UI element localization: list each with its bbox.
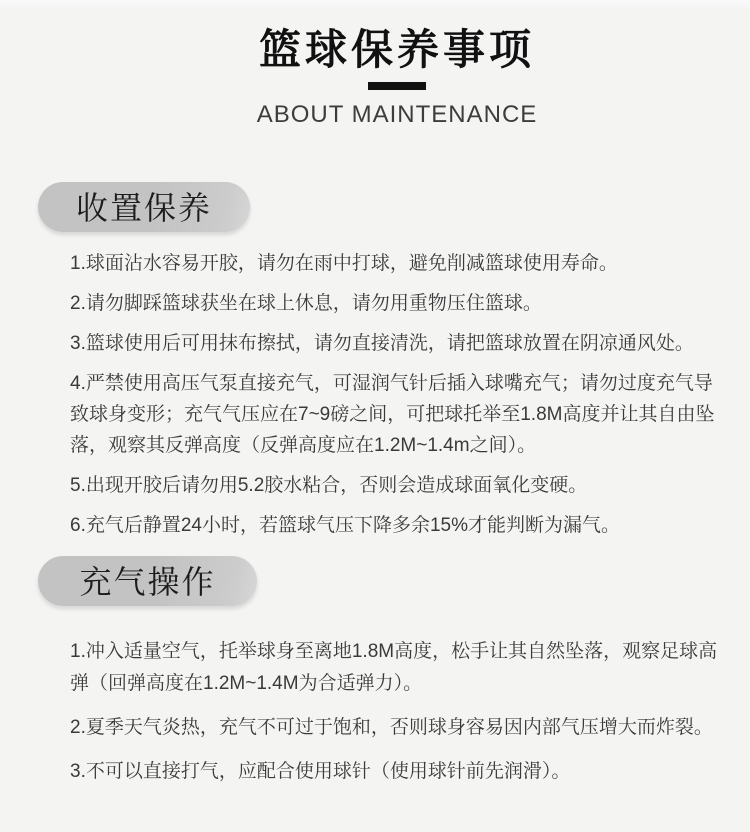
storage-care-list bbox=[70, 248, 726, 541]
list-item: 1.球面沾水容易开胶，请勿在雨中打球，避免削减篮球使用寿命。 bbox=[70, 253, 618, 274]
page-header bbox=[22, 0, 750, 128]
list-item: 3.篮球使用后可用抹布擦拭，请勿直接清洗，请把篮球放置在阴凉通风处。 bbox=[70, 333, 694, 354]
list-item: 4.严禁使用高压气泵直接充气，可湿润气针后插入球嘴充气；请勿过度充气导致球身变形；充气气压应在7~9磅之间，可把球托举至1.8M高度并让其自由坠落，观察其反弹高度（反弹高度应在1.2M~1.4m之间）。 bbox=[70, 373, 715, 456]
title-underline-bar bbox=[368, 82, 426, 90]
list-item: 1.冲入适量空气，托举球身至离地1.8M高度，松手让其自然坠落，观察足球高弹（回弹高度在1.2M~1.4M为合适弹力）。 bbox=[70, 641, 718, 694]
section-heading-inflation-operation bbox=[38, 556, 257, 606]
page-title: 篮球保养事项 bbox=[258, 26, 535, 73]
inflation-operation-list bbox=[70, 636, 726, 788]
list-item: 2.请勿脚踩篮球获坐在球上休息，请勿用重物压住篮球。 bbox=[70, 293, 542, 314]
section-heading-label: 充气操作 bbox=[79, 564, 216, 600]
section-heading-storage-care bbox=[38, 182, 250, 232]
page-subtitle: ABOUT MAINTENANCE bbox=[256, 101, 538, 128]
section-heading-label: 收置保养 bbox=[75, 190, 212, 226]
list-item: 6.充气后静置24小时，若篮球气压下降多余15%才能判断为漏气。 bbox=[70, 515, 621, 536]
list-item: 2.夏季天气炎热，充气不可过于饱和，否则球身容易因内部气压增大而炸裂。 bbox=[70, 717, 713, 738]
list-item: 5.出现开胶后请勿用5.2胶水粘合，否则会造成球面氧化变硬。 bbox=[70, 475, 588, 496]
list-item: 3.不可以直接打气，应配合使用球针（使用球针前先润滑）。 bbox=[70, 761, 571, 782]
